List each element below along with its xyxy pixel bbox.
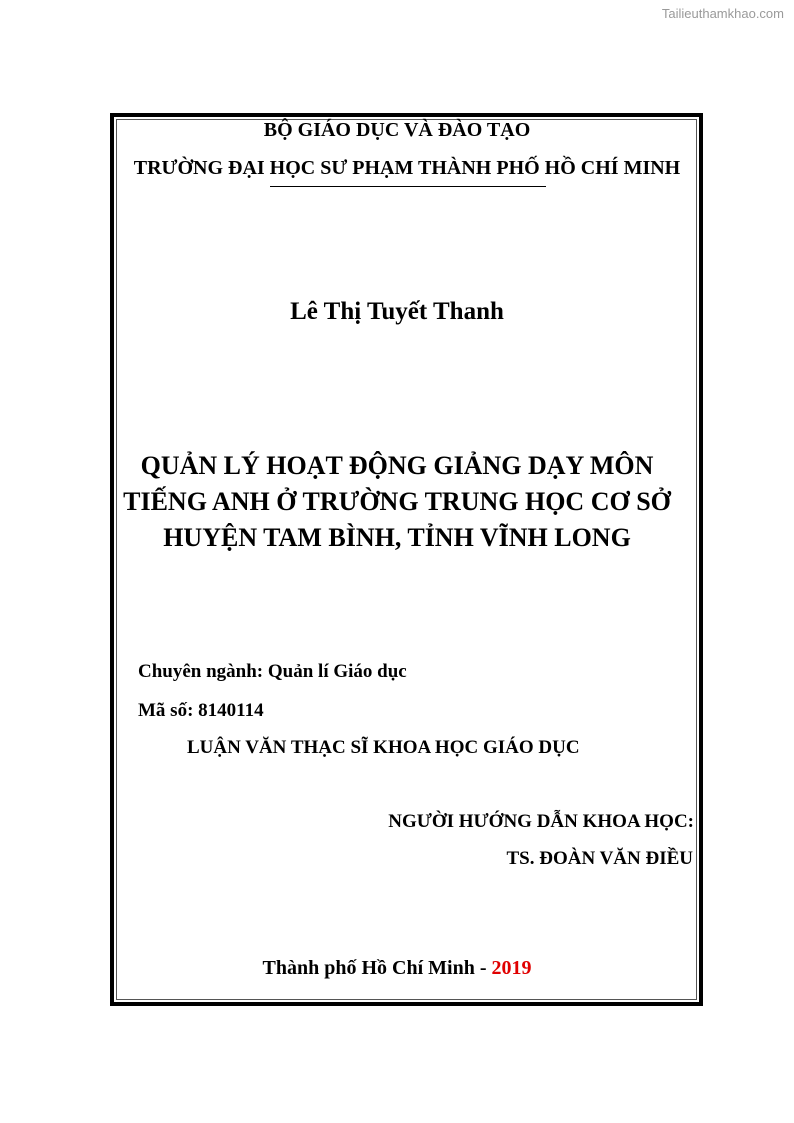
university-underline [270, 186, 546, 187]
place: Thành phố Hồ Chí Minh - [262, 957, 492, 979]
watermark: Tailieuthamkhao.com [661, 6, 784, 21]
advisor-name: TS. ĐOÀN VĂN ĐIỀU [506, 848, 693, 869]
program-code: Mã số: 8140114 [138, 700, 264, 721]
major-field: Chuyên ngành: Quản lí Giáo dục [138, 661, 407, 682]
thesis-title-line: HUYỆN TAM BÌNH, TỈNH VĨNH LONG [163, 523, 631, 552]
advisor-label: NGƯỜI HƯỚNG DẪN KHOA HỌC: [388, 811, 694, 832]
university-name: TRƯỜNG ĐẠI HỌC SƯ PHẠM THÀNH PHỐ HỒ CHÍ MINH [133, 157, 681, 179]
degree-type: LUẬN VĂN THẠC SĨ KHOA HỌC GIÁO DỤC [187, 737, 580, 758]
thesis-title-line: TIẾNG ANH Ở TRƯỜNG TRUNG HỌC CƠ SỞ [123, 487, 671, 516]
author-name: Lê Thị Tuyết Thanh [290, 298, 504, 325]
thesis-title [0, 448, 794, 556]
thesis-title-line: QUẢN LÝ HOẠT ĐỘNG GIẢNG DẠY MÔN [140, 451, 654, 480]
year: 2019 [491, 957, 532, 979]
page-border [110, 113, 703, 1006]
ministry-name: BỘ GIÁO DỤC VÀ ĐÀO TẠO [263, 119, 531, 141]
place-and-year [0, 957, 794, 980]
